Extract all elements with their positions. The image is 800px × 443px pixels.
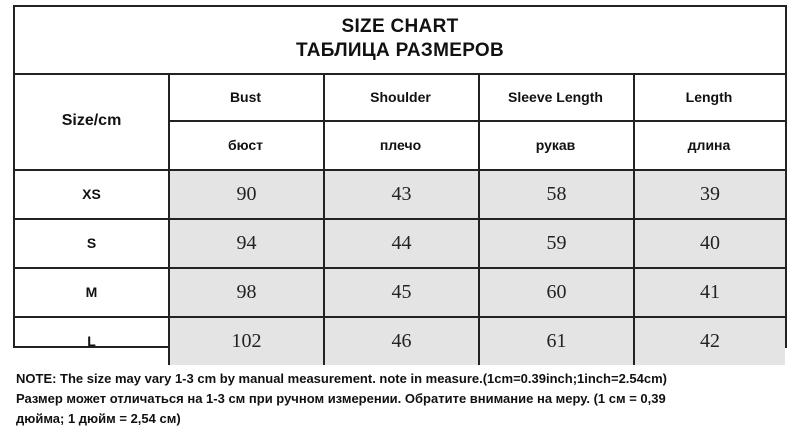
measurement-cell: 45 — [325, 269, 478, 316]
column-header-ru: бюст — [227, 137, 264, 153]
measurement-cell: 60 — [480, 269, 633, 316]
measurement-cell: 46 — [325, 318, 478, 365]
measurement-cell: 44 — [325, 220, 478, 267]
note-russian-continued: дюйма; 1 дюйм = 2,54 см) — [16, 411, 181, 426]
measurement-cell: 58 — [480, 171, 633, 218]
column-header-en: Sleeve Length — [508, 89, 603, 105]
grid-horizontal-line — [168, 120, 785, 122]
size-label: L — [87, 332, 96, 349]
measurement-cell: 41 — [635, 269, 785, 316]
measurement-cell: 94 — [170, 220, 323, 267]
note-english: NOTE: The size may vary 1-3 cm by manual measurement. note in measure.(1cm=0.39inch;1inch=2.54cm) — [16, 371, 667, 386]
size-label: XS — [82, 185, 101, 202]
measurement-cell: 90 — [170, 171, 323, 218]
size-grid — [15, 73, 785, 352]
column-header-en: Length — [685, 89, 733, 105]
measurement-cell: 98 — [170, 269, 323, 316]
grid-horizontal-line — [15, 267, 785, 269]
size-label: S — [86, 234, 97, 251]
grid-horizontal-line — [15, 218, 785, 220]
note-russian: Размер может отличаться на 1-3 см при ручном измерении. Обратите внимание на меру. (1 см = 0,39 — [16, 391, 666, 406]
column-header-en: Shoulder — [370, 89, 431, 105]
measurement-cell: 61 — [480, 318, 633, 365]
measurement-cell: 102 — [170, 318, 323, 365]
column-header-ru: рукав — [535, 137, 576, 153]
grid-horizontal-line — [15, 316, 785, 318]
measurement-cell: 42 — [635, 318, 785, 365]
column-header-ru: длина — [687, 137, 731, 153]
chart-title-block — [15, 7, 785, 75]
measurement-cell: 43 — [325, 171, 478, 218]
column-header-ru: плечо — [379, 137, 422, 153]
size-label: M — [85, 283, 98, 300]
chart-title-ru: ТАБЛИЦА РАЗМЕРОВ — [295, 40, 505, 61]
size-chart-table — [13, 5, 787, 352]
measurement-cell: 40 — [635, 220, 785, 267]
grid-horizontal-line — [15, 169, 785, 171]
measurement-cell: 39 — [635, 171, 785, 218]
measurement-cell: 59 — [480, 220, 633, 267]
size-column-header: Size/cm — [61, 112, 122, 129]
chart-title-en: SIZE CHART — [341, 16, 459, 37]
column-header-en: Bust — [229, 89, 262, 105]
